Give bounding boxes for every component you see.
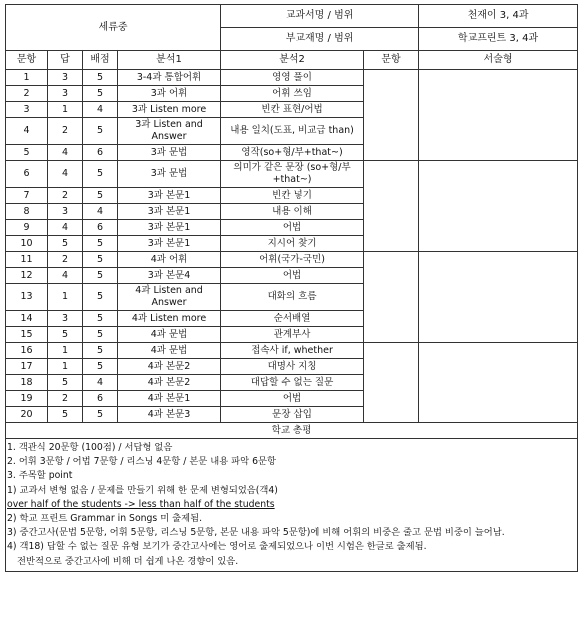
question-row [6, 161, 578, 188]
textbook-value: 천재이 3, 4과 [419, 5, 578, 28]
answer-cell: 2 [48, 391, 83, 407]
question-number: 7 [6, 188, 48, 204]
analysis2-cell: 내용 일치(도표, 비교급 than) [221, 118, 364, 145]
exam-analysis-sheet [5, 4, 577, 572]
points-cell: 5 [83, 268, 118, 284]
question-number: 9 [6, 220, 48, 236]
analysis1-cell: 4과 Listen and Answer [118, 284, 221, 311]
question-number: 3 [6, 102, 48, 118]
analysis1-cell: 3과 본문1 [118, 220, 221, 236]
question-number: 5 [6, 145, 48, 161]
analysis2-cell: 문장 삽입 [221, 407, 364, 423]
answer-cell: 5 [48, 327, 83, 343]
question-number: 6 [6, 161, 48, 188]
answer-cell: 4 [48, 145, 83, 161]
essay-num-cell [364, 161, 419, 252]
analysis2-cell: 의미가 같은 문장 (so+형/부+that~) [221, 161, 364, 188]
answer-cell: 1 [48, 102, 83, 118]
note-line: 1) 교과서 변형 없음 / 문제를 만들기 위해 한 문제 변형되었음(객4) [7, 484, 278, 496]
points-cell: 6 [83, 220, 118, 236]
analysis1-cell: 4과 본문3 [118, 407, 221, 423]
school-name: 세류중 [6, 5, 221, 51]
points-cell: 5 [83, 70, 118, 86]
analysis2-cell: 순서배열 [221, 311, 364, 327]
answer-cell: 1 [48, 343, 83, 359]
analysis2-cell: 관계부사 [221, 327, 364, 343]
answer-cell: 5 [48, 375, 83, 391]
note-line: 전반적으로 중간고사에 비해 더 쉽게 나온 경향이 있음. [17, 555, 239, 567]
answer-cell: 5 [48, 407, 83, 423]
question-number: 8 [6, 204, 48, 220]
points-cell: 4 [83, 375, 118, 391]
analysis1-cell: 4과 Listen more [118, 311, 221, 327]
answer-cell: 2 [48, 118, 83, 145]
summary-notes [5, 439, 578, 572]
analysis1-cell: 3과 본문1 [118, 204, 221, 220]
analysis1-cell: 3과 어휘 [118, 86, 221, 102]
analysis1-cell: 3과 문법 [118, 145, 221, 161]
supplement-value: 학교프린트 3, 4과 [419, 28, 578, 51]
note-line: 2. 어휘 3문항 / 어법 7문항 / 리스닝 4문항 / 본문 내용 파악 6문항 [7, 456, 276, 468]
answer-cell: 1 [48, 284, 83, 311]
question-number: 19 [6, 391, 48, 407]
answer-cell: 3 [48, 86, 83, 102]
question-number: 2 [6, 86, 48, 102]
answer-cell: 4 [48, 220, 83, 236]
points-cell: 5 [83, 343, 118, 359]
analysis2-cell: 대화의 흐름 [221, 284, 364, 311]
analysis1-cell: 4과 본문1 [118, 391, 221, 407]
answer-cell: 2 [48, 188, 83, 204]
question-number: 4 [6, 118, 48, 145]
analysis2-cell: 대명사 지칭 [221, 359, 364, 375]
analysis2-cell: 빈칸 넣기 [221, 188, 364, 204]
note-line: 4) 객18) 답할 수 없는 질문 유형 보기가 중간고사에는 영어로 출제되었으나 이번 시험은 한글로 출제됨. [7, 541, 427, 553]
col-num: 문항 [6, 51, 48, 70]
answer-cell: 5 [48, 236, 83, 252]
answer-cell: 3 [48, 311, 83, 327]
points-cell: 6 [83, 145, 118, 161]
question-number: 16 [6, 343, 48, 359]
question-number: 13 [6, 284, 48, 311]
points-cell: 6 [83, 391, 118, 407]
analysis2-cell: 어법 [221, 220, 364, 236]
analysis1-cell: 4과 어휘 [118, 252, 221, 268]
answer-cell: 3 [48, 204, 83, 220]
answer-cell: 2 [48, 252, 83, 268]
analysis1-cell: 4과 본문2 [118, 375, 221, 391]
analysis1-cell: 3과 본문1 [118, 188, 221, 204]
note-line: 2) 학교 프린트 Grammar in Songs 미 출제됨. [7, 513, 203, 525]
question-row [6, 70, 578, 86]
answer-cell: 4 [48, 268, 83, 284]
note-line: 3. 주목할 point [7, 470, 73, 482]
points-cell: 5 [83, 236, 118, 252]
col-answer: 답 [48, 51, 83, 70]
answer-cell: 4 [48, 161, 83, 188]
essay-cell [419, 70, 578, 161]
essay-num-cell [364, 252, 419, 343]
points-cell: 5 [83, 252, 118, 268]
analysis2-cell: 어휘(국가-국민) [221, 252, 364, 268]
question-number: 17 [6, 359, 48, 375]
supplement-label: 부교재명 / 범위 [221, 28, 419, 51]
analysis2-cell: 지시어 찾기 [221, 236, 364, 252]
analysis2-cell: 내용 이해 [221, 204, 364, 220]
essay-cell [419, 343, 578, 423]
points-cell: 5 [83, 188, 118, 204]
col-analysis1: 분석1 [118, 51, 221, 70]
analysis1-cell: 4과 문법 [118, 327, 221, 343]
summary-title: 학교 총평 [6, 423, 578, 439]
question-number: 10 [6, 236, 48, 252]
question-row [6, 343, 578, 359]
essay-cell [419, 252, 578, 343]
note-line: 3) 중간고사(문법 5문항, 어휘 5문항, 리스닝 5문항, 본문 내용 파악 5문항)에 비해 어휘의 비중은 줄고 문법 비중이 늘어남. [7, 527, 505, 539]
col-analysis2: 분석2 [221, 51, 364, 70]
column-header-row [6, 51, 578, 70]
note-line: 1. 객관식 20문항 (100점) / 서답형 없음 [7, 442, 173, 453]
points-cell: 5 [83, 327, 118, 343]
question-number: 1 [6, 70, 48, 86]
answer-cell: 3 [48, 70, 83, 86]
analysis1-cell: 3과 본문1 [118, 236, 221, 252]
question-number: 14 [6, 311, 48, 327]
analysis2-cell: 영작(so+형/부+that~) [221, 145, 364, 161]
points-cell: 5 [83, 161, 118, 188]
col-essay: 서술형 [419, 51, 578, 70]
points-cell: 5 [83, 118, 118, 145]
col-essay-num: 문항 [364, 51, 419, 70]
answer-cell: 1 [48, 359, 83, 375]
points-cell: 4 [83, 102, 118, 118]
analysis2-cell: 어법 [221, 268, 364, 284]
question-number: 18 [6, 375, 48, 391]
points-cell: 5 [83, 359, 118, 375]
essay-num-cell [364, 343, 419, 423]
analysis1-cell: 3과 Listen and Answer [118, 118, 221, 145]
question-number: 15 [6, 327, 48, 343]
analysis2-cell: 빈칸 표현/어법 [221, 102, 364, 118]
analysis2-cell: 어휘 쓰임 [221, 86, 364, 102]
analysis1-cell: 3과 문법 [118, 161, 221, 188]
analysis2-cell: 대답할 수 없는 질문 [221, 375, 364, 391]
points-cell: 5 [83, 311, 118, 327]
points-cell: 5 [83, 407, 118, 423]
question-number: 20 [6, 407, 48, 423]
question-number: 11 [6, 252, 48, 268]
analysis1-cell: 3과 Listen more [118, 102, 221, 118]
points-cell: 5 [83, 86, 118, 102]
analysis1-cell: 3-4과 통합어휘 [118, 70, 221, 86]
essay-cell [419, 161, 578, 252]
analysis1-cell: 3과 본문4 [118, 268, 221, 284]
note-line: over half of the students -> less than half of the students [7, 498, 275, 510]
col-points: 배점 [83, 51, 118, 70]
analysis-table [5, 4, 578, 439]
essay-num-cell [364, 70, 419, 161]
analysis2-cell: 영영 풀이 [221, 70, 364, 86]
analysis1-cell: 4과 본문2 [118, 359, 221, 375]
points-cell: 5 [83, 284, 118, 311]
points-cell: 4 [83, 204, 118, 220]
analysis2-cell: 접속사 if, whether [221, 343, 364, 359]
analysis1-cell: 4과 문법 [118, 343, 221, 359]
question-row [6, 252, 578, 268]
textbook-label: 교과서명 / 범위 [221, 5, 419, 28]
question-number: 12 [6, 268, 48, 284]
analysis2-cell: 어법 [221, 391, 364, 407]
